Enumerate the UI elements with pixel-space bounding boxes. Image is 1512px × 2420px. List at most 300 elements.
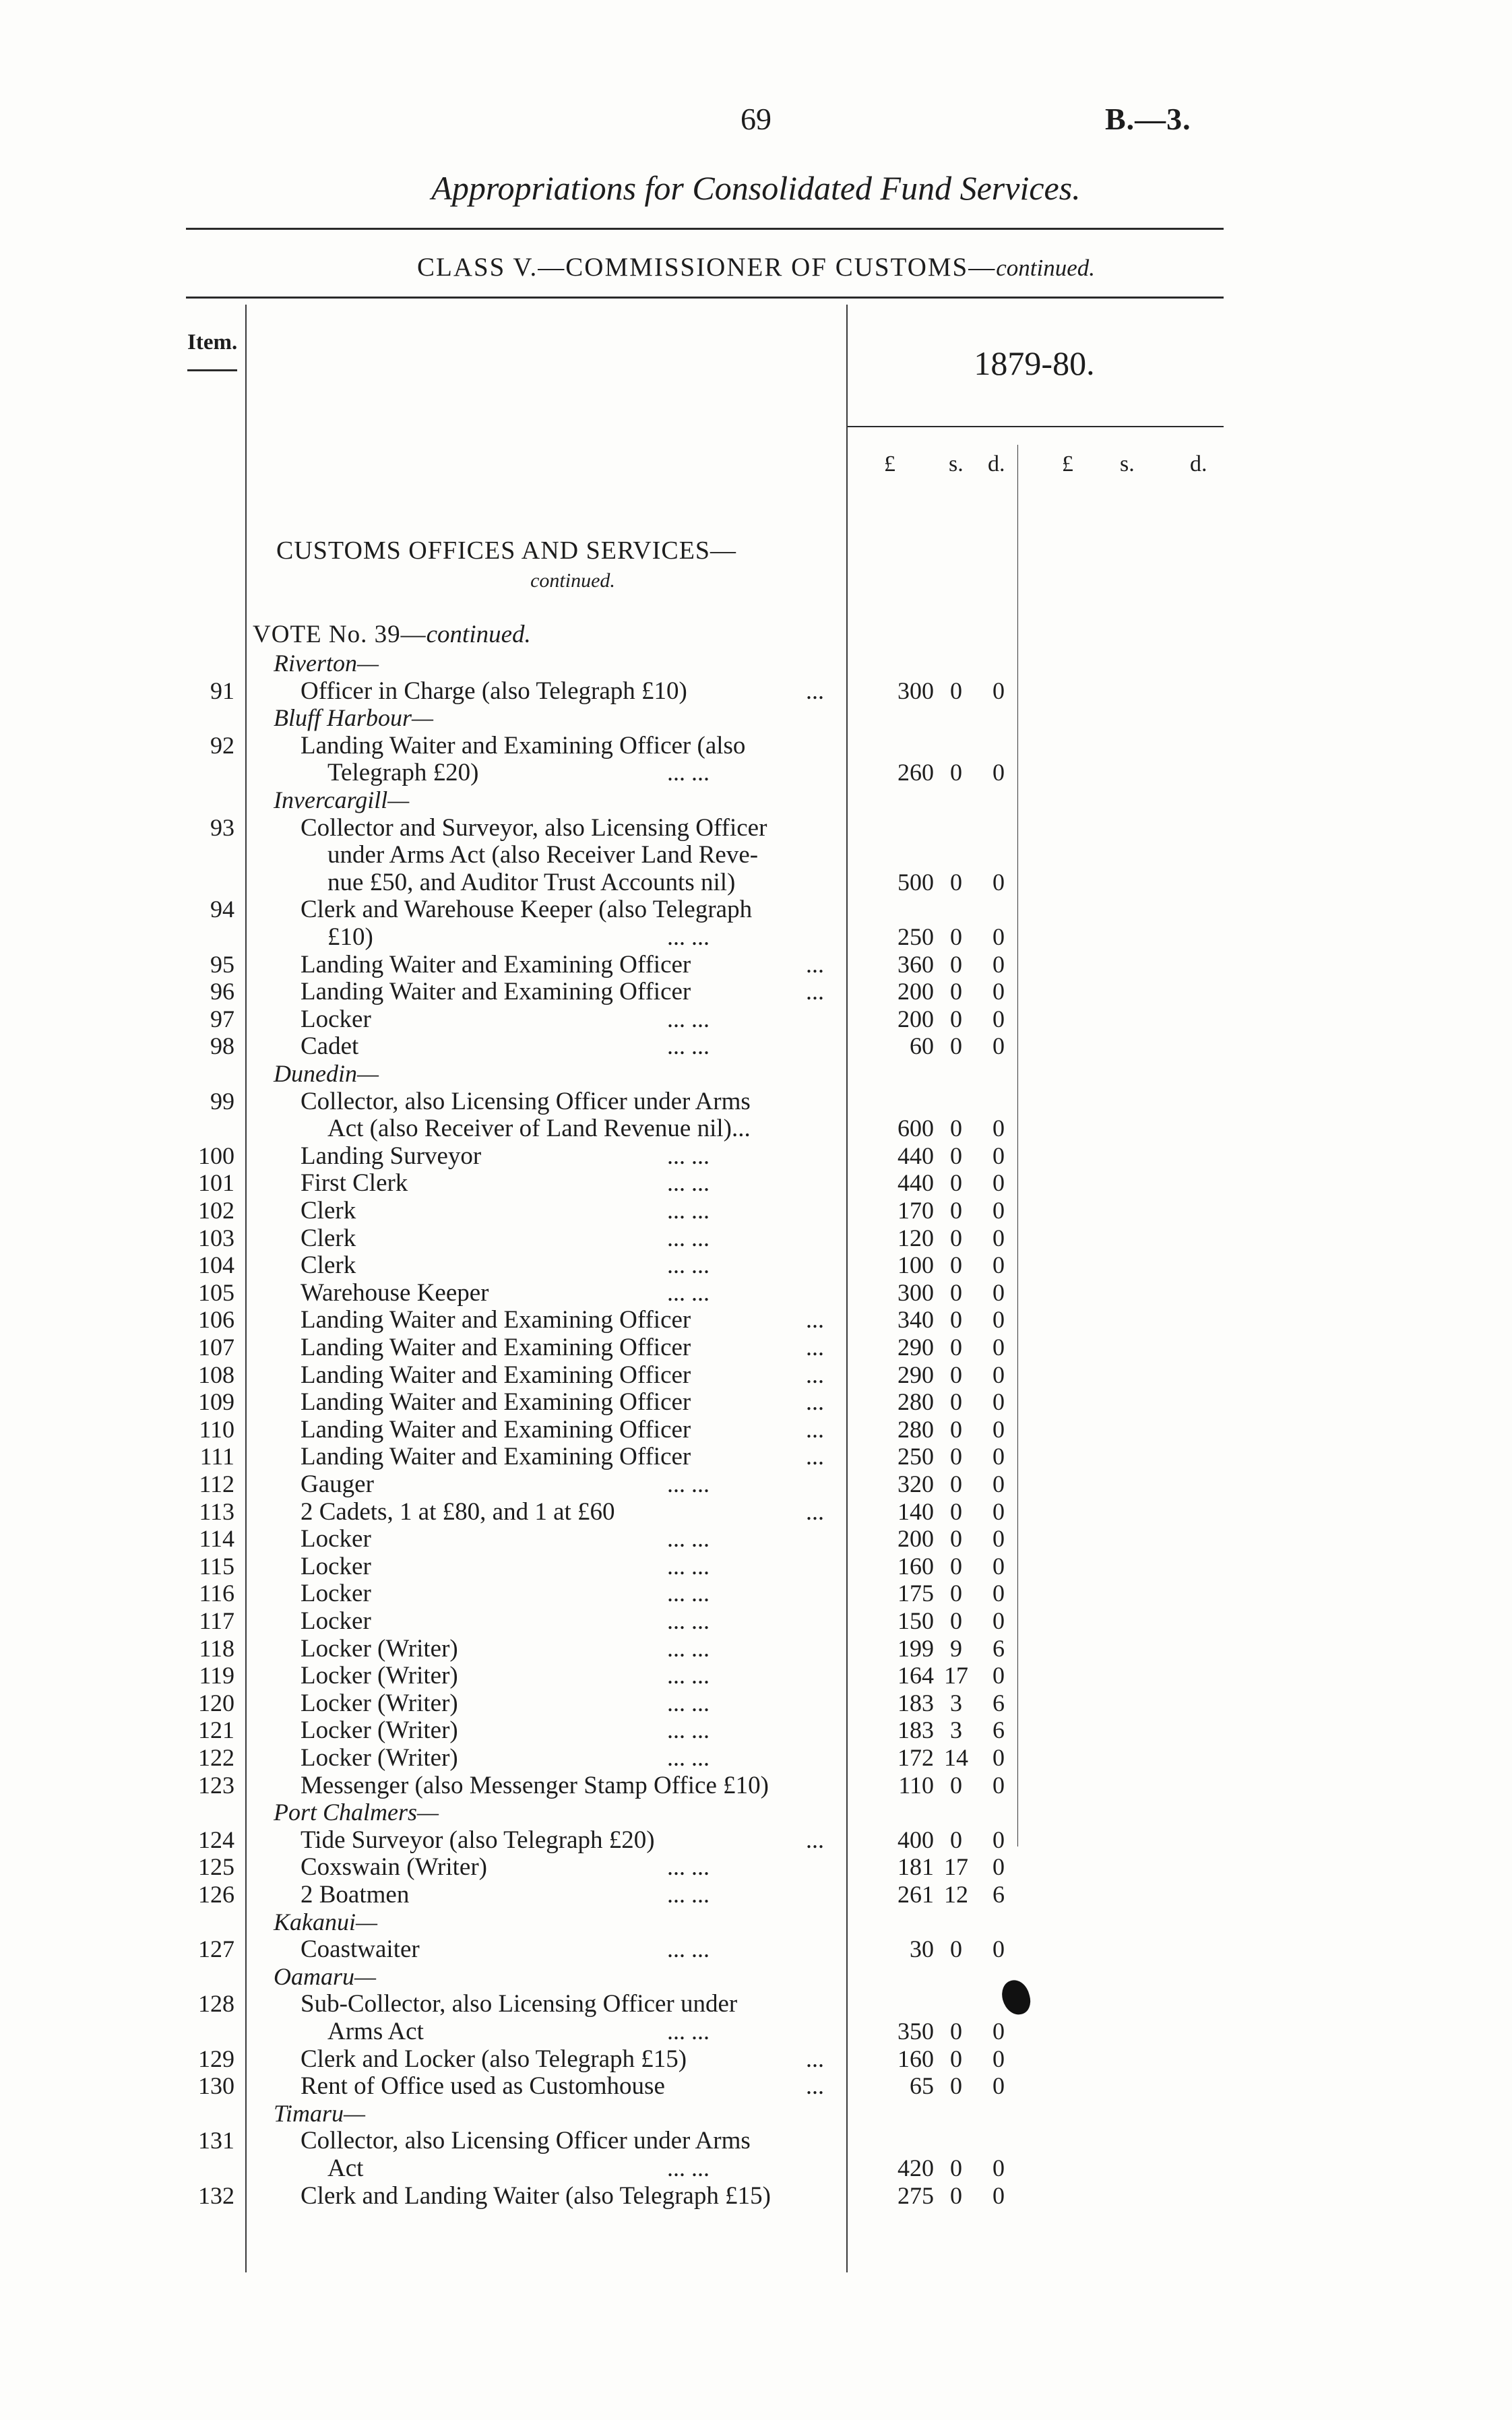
amount-pounds: 300 <box>897 1278 934 1306</box>
place-name: Dunedin— <box>274 1060 379 1087</box>
item-number: 92 <box>210 731 234 759</box>
table-row <box>0 1415 1512 1444</box>
item-number: 108 <box>198 1361 234 1388</box>
amount-pence: 0 <box>993 1278 1005 1306</box>
leader-dots: ... ... <box>667 1470 710 1497</box>
amount-pence: 6 <box>993 1716 1005 1744</box>
table-row <box>0 1771 1512 1799</box>
amount-shillings: 0 <box>950 1388 962 1416</box>
table-row <box>0 1524 1512 1553</box>
amount-pounds: 120 <box>897 1224 934 1251</box>
item-number: 93 <box>210 813 234 841</box>
amount-pounds: 320 <box>897 1470 934 1497</box>
amount-pence: 0 <box>993 1251 1005 1279</box>
leader-dots: ... ... <box>667 1935 710 1963</box>
item-number: 105 <box>198 1278 234 1306</box>
shillings-heading-right: s. <box>1120 452 1135 476</box>
table-row <box>0 2072 1512 2100</box>
table-row <box>0 1361 1512 1389</box>
item-description: Cadet <box>301 1032 359 1061</box>
amount-shillings: 0 <box>950 1470 962 1497</box>
amount-pounds: 350 <box>897 2018 934 2045</box>
leader-dots: ... <box>806 1826 824 1853</box>
amount-pence: 0 <box>993 1306 1005 1334</box>
amount-pounds: 160 <box>897 2045 934 2072</box>
table-row <box>0 840 1512 869</box>
table-row <box>0 1032 1512 1060</box>
amount-shillings: 0 <box>950 1607 962 1634</box>
item-description: Collector and Surveyor, also Licensing Officer <box>301 813 767 842</box>
item-description: Collector, also Licensing Officer under Arms <box>301 2127 751 2155</box>
amount-pounds: 280 <box>897 1388 934 1416</box>
item-description: under Arms Act (also Receiver Land Reve- <box>327 841 759 869</box>
table-row <box>0 1114 1512 1142</box>
amount-shillings: 0 <box>950 923 962 950</box>
amount-pence: 0 <box>993 2018 1005 2045</box>
place-heading-row <box>0 704 1512 732</box>
item-number: 121 <box>198 1716 234 1744</box>
table-row <box>0 1224 1512 1252</box>
item-number: 116 <box>199 1580 234 1607</box>
amount-pounds: 172 <box>897 1744 934 1771</box>
pounds-heading-right: £ <box>1062 452 1073 476</box>
table-row <box>0 1005 1512 1033</box>
amount-pence: 0 <box>993 1361 1005 1388</box>
item-number: 127 <box>198 1935 234 1963</box>
amount-shillings: 0 <box>950 1826 962 1853</box>
amount-shillings: 17 <box>944 1662 968 1689</box>
amount-shillings: 3 <box>950 1689 962 1716</box>
amount-shillings: 0 <box>950 1197 962 1224</box>
leader-dots: ... <box>806 1443 824 1470</box>
table-row <box>0 1388 1512 1416</box>
amount-pence: 0 <box>993 2154 1005 2181</box>
leader-dots: ... ... <box>667 2154 710 2181</box>
item-number: 131 <box>198 2127 234 2154</box>
leader-dots: ... ... <box>667 1251 710 1279</box>
item-description: Locker (Writer) <box>301 1689 458 1717</box>
item-description: Telegraph £20) <box>327 759 479 787</box>
amount-pence: 0 <box>993 978 1005 1005</box>
item-number: 118 <box>199 1634 234 1662</box>
table-row <box>0 1989 1512 2018</box>
item-number: 98 <box>210 1032 234 1060</box>
amount-pence: 0 <box>993 1771 1005 1799</box>
table-row <box>0 977 1512 1005</box>
leader-dots: ... ... <box>667 1744 710 1771</box>
amount-pounds: 200 <box>897 978 934 1005</box>
amount-shillings: 0 <box>950 1552 962 1580</box>
place-name: Kakanui— <box>274 1908 378 1935</box>
amount-pounds: 100 <box>897 1251 934 1279</box>
item-description: Clerk <box>301 1197 356 1224</box>
amount-pence: 0 <box>993 677 1005 704</box>
amount-pence: 0 <box>993 1415 1005 1443</box>
table-row <box>0 1142 1512 1170</box>
item-description: 2 Boatmen <box>301 1881 410 1909</box>
amount-pounds: 160 <box>897 1552 934 1580</box>
amount-pence: 0 <box>993 1169 1005 1197</box>
item-description: Landing Waiter and Examining Officer <box>301 950 691 979</box>
table-row <box>0 895 1512 923</box>
table-row <box>0 1935 1512 1963</box>
item-number: 125 <box>198 1853 234 1881</box>
item-number: 115 <box>199 1552 234 1580</box>
amount-pence: 0 <box>993 1388 1005 1416</box>
leader-dots: ... ... <box>667 1580 710 1607</box>
item-description: Landing Waiter and Examining Officer <box>301 1361 691 1389</box>
item-number: 100 <box>198 1142 234 1169</box>
item-number: 129 <box>198 2045 234 2072</box>
amount-shillings: 0 <box>950 1306 962 1334</box>
leader-dots: ... ... <box>667 1881 710 1908</box>
leader-dots: ... <box>806 1334 824 1361</box>
amount-pounds: 60 <box>910 1032 934 1060</box>
vote-heading <box>253 620 531 649</box>
item-number: 99 <box>210 1087 234 1115</box>
amount-pence: 0 <box>993 1935 1005 1963</box>
leader-dots: ... ... <box>667 1716 710 1744</box>
amount-pounds: 250 <box>897 1443 934 1470</box>
amount-pounds: 440 <box>897 1169 934 1197</box>
amount-pence: 0 <box>993 1853 1005 1881</box>
table-row <box>0 1087 1512 1115</box>
table-row <box>0 1305 1512 1334</box>
amount-pence: 6 <box>993 1634 1005 1662</box>
amount-pounds: 200 <box>897 1005 934 1032</box>
item-description: Messenger (also Messenger Stamp Office £10) <box>301 1771 769 1799</box>
item-heading-underline <box>187 369 237 371</box>
amount-shillings: 0 <box>950 1142 962 1169</box>
table-row <box>0 2045 1512 2073</box>
place-heading-row <box>0 1059 1512 1088</box>
table-row <box>0 950 1512 979</box>
amount-shillings: 0 <box>950 1032 962 1060</box>
amount-pounds: 181 <box>897 1853 934 1881</box>
leader-dots: ... ... <box>667 1634 710 1662</box>
amount-pence: 0 <box>993 1662 1005 1689</box>
item-number: 95 <box>210 950 234 978</box>
item-number: 128 <box>198 1990 234 2018</box>
item-number: 103 <box>198 1224 234 1251</box>
section-heading-continued: continued. <box>530 569 615 592</box>
amount-pounds: 140 <box>897 1497 934 1525</box>
item-description: Locker (Writer) <box>301 1662 458 1690</box>
leader-dots: ... <box>806 1388 824 1416</box>
item-description: Warehouse Keeper <box>301 1278 489 1307</box>
amount-pounds: 170 <box>897 1197 934 1224</box>
title-rule <box>186 228 1224 230</box>
amount-pence: 0 <box>993 1580 1005 1607</box>
item-description: Landing Surveyor <box>301 1142 482 1170</box>
table-row <box>0 1333 1512 1361</box>
leader-dots: ... ... <box>667 1662 710 1689</box>
amount-pounds: 400 <box>897 1826 934 1853</box>
amount-shillings: 17 <box>944 1853 968 1881</box>
leader-dots: ... ... <box>667 2018 710 2045</box>
shillings-heading-left: s. <box>949 452 964 476</box>
amount-shillings: 3 <box>950 1716 962 1744</box>
item-number: 122 <box>198 1744 234 1771</box>
item-description: Clerk and Locker (also Telegraph £15) <box>301 2045 687 2073</box>
item-number: 107 <box>198 1334 234 1361</box>
item-description: £10) <box>327 923 373 951</box>
item-number: 109 <box>198 1388 234 1416</box>
amount-shillings: 0 <box>950 1771 962 1799</box>
amount-pence: 6 <box>993 1881 1005 1908</box>
place-name: Riverton— <box>274 650 379 677</box>
place-heading-row <box>0 1798 1512 1826</box>
table-row <box>0 1716 1512 1744</box>
page-number: 69 <box>741 102 771 136</box>
place-name: Oamaru— <box>274 1962 377 1990</box>
amount-pounds: 290 <box>897 1361 934 1388</box>
item-description: Clerk and Landing Waiter (also Telegraph £15) <box>301 2181 771 2210</box>
place-heading-row <box>0 2099 1512 2128</box>
leader-dots: ... ... <box>667 1689 710 1716</box>
table-row <box>0 1278 1512 1307</box>
amount-pounds: 280 <box>897 1415 934 1443</box>
table-row <box>0 677 1512 705</box>
amount-pounds: 261 <box>897 1881 934 1908</box>
amount-shillings: 0 <box>950 1251 962 1279</box>
item-description: nue £50, and Auditor Trust Accounts nil) <box>327 868 736 896</box>
amount-pence: 0 <box>993 2181 1005 2209</box>
amount-shillings: 0 <box>950 1415 962 1443</box>
item-number: 91 <box>210 677 234 704</box>
amount-pounds: 175 <box>897 1580 934 1607</box>
amount-pounds: 250 <box>897 923 934 950</box>
item-description: Locker (Writer) <box>301 1744 458 1772</box>
amount-pence: 0 <box>993 1142 1005 1169</box>
leader-dots: ... <box>806 1497 824 1525</box>
item-description: Landing Waiter and Examining Officer (also <box>301 731 746 759</box>
leader-dots: ... <box>806 978 824 1005</box>
item-description: 2 Cadets, 1 at £80, and 1 at £60 <box>301 1497 615 1526</box>
amount-pence: 0 <box>993 2072 1005 2100</box>
amount-pence: 0 <box>993 868 1005 896</box>
item-description: Locker <box>301 1552 371 1580</box>
item-number: 97 <box>210 1005 234 1032</box>
item-number: 124 <box>198 1826 234 1853</box>
amount-pence: 0 <box>993 1552 1005 1580</box>
item-description: Officer in Charge (also Telegraph £10) <box>301 677 687 705</box>
item-description: Act <box>327 2154 364 2182</box>
item-description: Gauger <box>301 1470 374 1498</box>
table-row <box>0 1689 1512 1717</box>
item-description: Coxswain (Writer) <box>301 1853 487 1882</box>
item-description: Locker <box>301 1607 371 1635</box>
amount-pence: 0 <box>993 1470 1005 1497</box>
amount-shillings: 0 <box>950 2181 962 2209</box>
amount-shillings: 0 <box>950 2045 962 2072</box>
class-heading-text: CLASS V.—COMMISSIONER OF CUSTOMS— <box>416 253 997 282</box>
amount-shillings: 0 <box>950 1580 962 1607</box>
leader-dots: ... ... <box>667 1197 710 1224</box>
table-row <box>0 1470 1512 1498</box>
leader-dots: ... <box>806 677 824 704</box>
amount-shillings: 9 <box>950 1634 962 1662</box>
page-reference: B.—3. <box>1105 102 1191 136</box>
amount-shillings: 0 <box>950 1334 962 1361</box>
item-description: Rent of Office used as Customhouse <box>301 2072 665 2101</box>
amount-pounds: 440 <box>897 1142 934 1169</box>
table-row <box>0 1442 1512 1470</box>
leader-dots: ... <box>806 1306 824 1334</box>
amount-pounds: 260 <box>897 759 934 786</box>
table-row <box>0 1196 1512 1224</box>
amount-pence: 0 <box>993 1607 1005 1634</box>
year-heading: 1879-80. <box>974 344 1095 382</box>
item-description: Act (also Receiver of Land Revenue nil)... <box>327 1115 751 1143</box>
amount-pence: 0 <box>993 1497 1005 1525</box>
amount-pounds: 290 <box>897 1334 934 1361</box>
pence-heading-left: d. <box>988 452 1005 476</box>
amount-pounds: 65 <box>910 2072 934 2100</box>
item-description: Landing Waiter and Examining Officer <box>301 1334 691 1361</box>
amount-shillings: 0 <box>950 1443 962 1470</box>
amount-pence: 0 <box>993 1744 1005 1771</box>
leader-dots: ... ... <box>667 1032 710 1060</box>
item-description: Clerk and Warehouse Keeper (also Telegraph <box>301 896 753 924</box>
leader-dots: ... ... <box>667 1525 710 1553</box>
leader-dots: ... ... <box>667 1853 710 1881</box>
amount-pounds: 420 <box>897 2154 934 2181</box>
amount-pounds: 183 <box>897 1716 934 1744</box>
amount-pence: 0 <box>993 950 1005 978</box>
amount-pounds: 340 <box>897 1306 934 1334</box>
table-row <box>0 2181 1512 2210</box>
amount-pounds: 199 <box>897 1634 934 1662</box>
amount-pence: 0 <box>993 1525 1005 1553</box>
amount-pounds: 150 <box>897 1607 934 1634</box>
section-heading: CUSTOMS OFFICES AND SERVICES— <box>276 536 737 565</box>
amount-pence: 0 <box>993 1826 1005 1853</box>
amount-pounds: 110 <box>898 1771 934 1799</box>
table-row <box>0 1251 1512 1279</box>
item-description: Locker <box>301 1525 371 1553</box>
amount-pence: 0 <box>993 2045 1005 2072</box>
item-number: 112 <box>199 1470 234 1497</box>
amount-pounds: 600 <box>897 1115 934 1142</box>
table-row <box>0 923 1512 951</box>
amount-shillings: 0 <box>950 1224 962 1251</box>
item-description: Landing Waiter and Examining Officer <box>301 1388 691 1417</box>
table-row <box>0 2154 1512 2182</box>
amount-pounds: 164 <box>897 1662 934 1689</box>
table-row <box>0 1853 1512 1881</box>
leader-dots: ... ... <box>667 1224 710 1251</box>
place-heading-row <box>0 649 1512 677</box>
item-description: Locker (Writer) <box>301 1634 458 1663</box>
item-number: 111 <box>199 1443 234 1470</box>
amount-shillings: 0 <box>950 868 962 896</box>
place-heading-row <box>0 1962 1512 1991</box>
table-row <box>0 1743 1512 1772</box>
amount-shillings: 14 <box>944 1744 968 1771</box>
place-name: Bluff Harbour— <box>274 704 434 732</box>
item-number: 130 <box>198 2072 234 2100</box>
amount-shillings: 0 <box>950 1115 962 1142</box>
item-number: 96 <box>210 978 234 1005</box>
amount-pence: 0 <box>993 1005 1005 1032</box>
item-number: 126 <box>198 1881 234 1908</box>
amount-pounds: 275 <box>897 2181 934 2209</box>
table-row <box>0 731 1512 759</box>
amount-shillings: 12 <box>944 1881 968 1908</box>
item-number: 123 <box>198 1771 234 1799</box>
amount-pounds: 500 <box>897 868 934 896</box>
amount-shillings: 0 <box>950 1278 962 1306</box>
item-number: 94 <box>210 896 234 923</box>
place-heading-row <box>0 786 1512 814</box>
amount-shillings: 0 <box>950 2072 962 2100</box>
table-row <box>0 758 1512 786</box>
class-heading <box>0 252 1512 282</box>
leader-dots: ... ... <box>667 1142 710 1169</box>
table-row <box>0 2017 1512 2045</box>
item-description: Collector, also Licensing Officer under Arms <box>301 1087 751 1115</box>
item-description: Locker (Writer) <box>301 1716 458 1745</box>
item-number: 114 <box>199 1525 234 1553</box>
item-description: Coastwaiter <box>301 1935 420 1964</box>
amount-pounds: 300 <box>897 677 934 704</box>
place-heading-row <box>0 1908 1512 1936</box>
place-name: Invercargill— <box>274 786 410 813</box>
leader-dots: ... <box>806 2045 824 2072</box>
item-number: 102 <box>198 1197 234 1224</box>
leader-dots: ... ... <box>667 1278 710 1306</box>
leader-dots: ... ... <box>667 759 710 786</box>
page-title: Appropriations for Consolidated Fund Services. <box>431 169 1081 207</box>
amount-pounds: 183 <box>897 1689 934 1716</box>
item-description: Landing Waiter and Examining Officer <box>301 978 691 1006</box>
item-description: Sub-Collector, also Licensing Officer under <box>301 1990 738 2018</box>
amount-shillings: 0 <box>950 2154 962 2181</box>
amount-shillings: 0 <box>950 677 962 704</box>
amount-pence: 6 <box>993 1689 1005 1716</box>
item-number: 119 <box>199 1662 234 1689</box>
leader-dots: ... <box>806 1415 824 1443</box>
pounds-heading-left: £ <box>884 452 895 476</box>
amount-pence: 0 <box>993 1032 1005 1060</box>
amount-pounds: 30 <box>910 1935 934 1963</box>
table-row <box>0 1552 1512 1580</box>
amount-shillings: 0 <box>950 1169 962 1197</box>
amount-shillings: 0 <box>950 2018 962 2045</box>
amount-pence: 0 <box>993 1443 1005 1470</box>
table-row <box>0 1497 1512 1526</box>
item-number: 132 <box>198 2181 234 2209</box>
amount-pounds: 200 <box>897 1525 934 1553</box>
place-name: Timaru— <box>274 2099 366 2127</box>
amount-pence: 0 <box>993 759 1005 786</box>
item-number: 101 <box>198 1169 234 1197</box>
item-description: Locker <box>301 1005 371 1033</box>
item-number: 117 <box>199 1607 234 1634</box>
table-row <box>0 1826 1512 1854</box>
amount-shillings: 0 <box>950 1005 962 1032</box>
table-row <box>0 1169 1512 1197</box>
amount-shillings: 0 <box>950 1497 962 1525</box>
amount-pence: 0 <box>993 1115 1005 1142</box>
amount-shillings: 0 <box>950 1525 962 1553</box>
item-description: Landing Waiter and Examining Officer <box>301 1443 691 1471</box>
item-description: Locker <box>301 1580 371 1608</box>
leader-dots: ... <box>806 2072 824 2100</box>
class-rule <box>186 297 1224 299</box>
leader-dots: ... ... <box>667 1552 710 1580</box>
